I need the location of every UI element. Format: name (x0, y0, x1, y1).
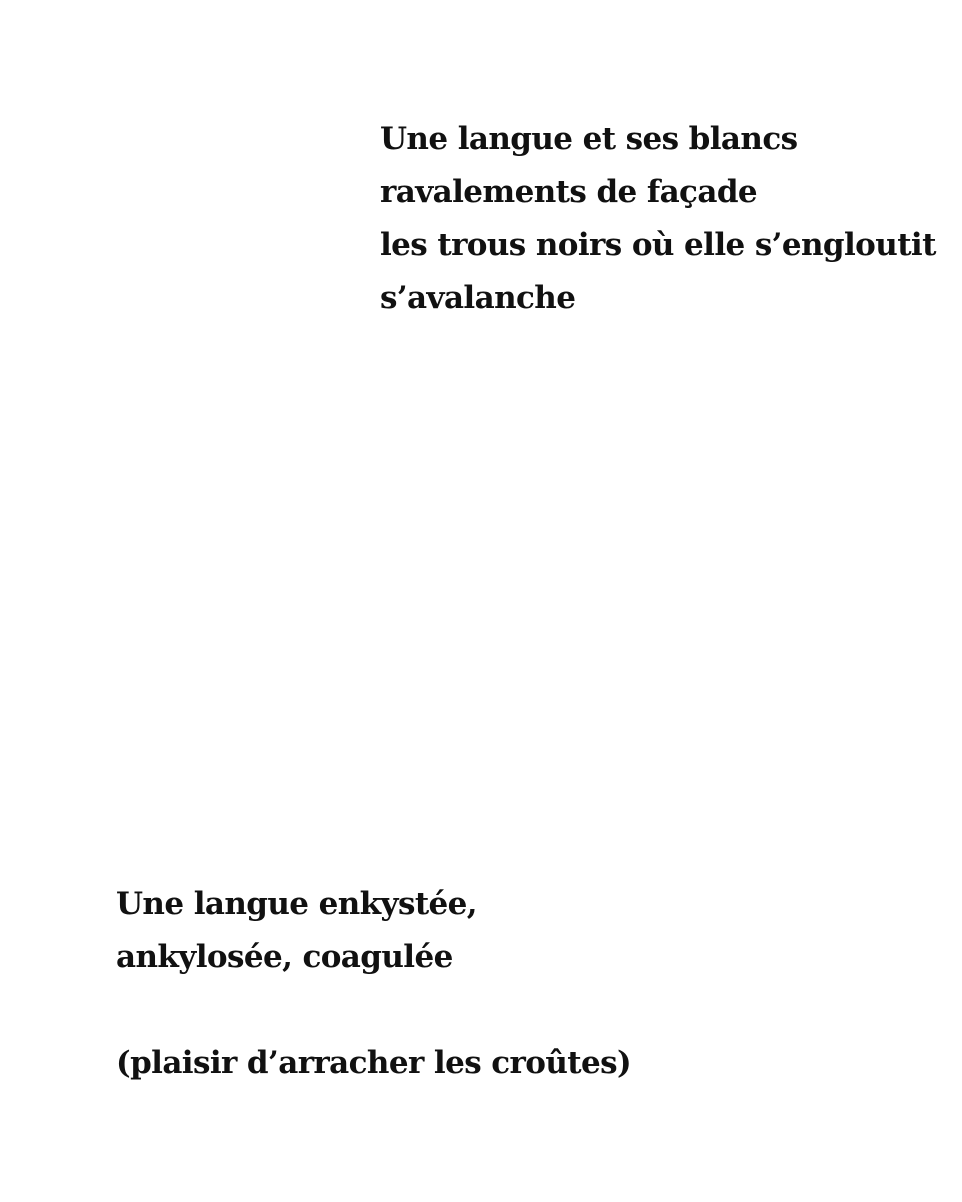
poem-parenthetical-line: (plaisir d’arracher les croûtes) (116, 1045, 632, 1081)
poem-stanza-top (380, 113, 936, 325)
poem-line: s’avalanche (380, 280, 576, 316)
poem-line: les trous noirs où elle s’engloutit (380, 227, 936, 263)
poem-line: ankylosée, coagulée (116, 939, 453, 975)
poem-line: ravalements de façade (380, 174, 758, 210)
poem-stanza-bottom (116, 878, 631, 1090)
stanza-gap (116, 984, 631, 1037)
poem-line: Une langue et ses blancs (380, 121, 798, 157)
poem-line: Une langue enkystée, (116, 886, 477, 922)
